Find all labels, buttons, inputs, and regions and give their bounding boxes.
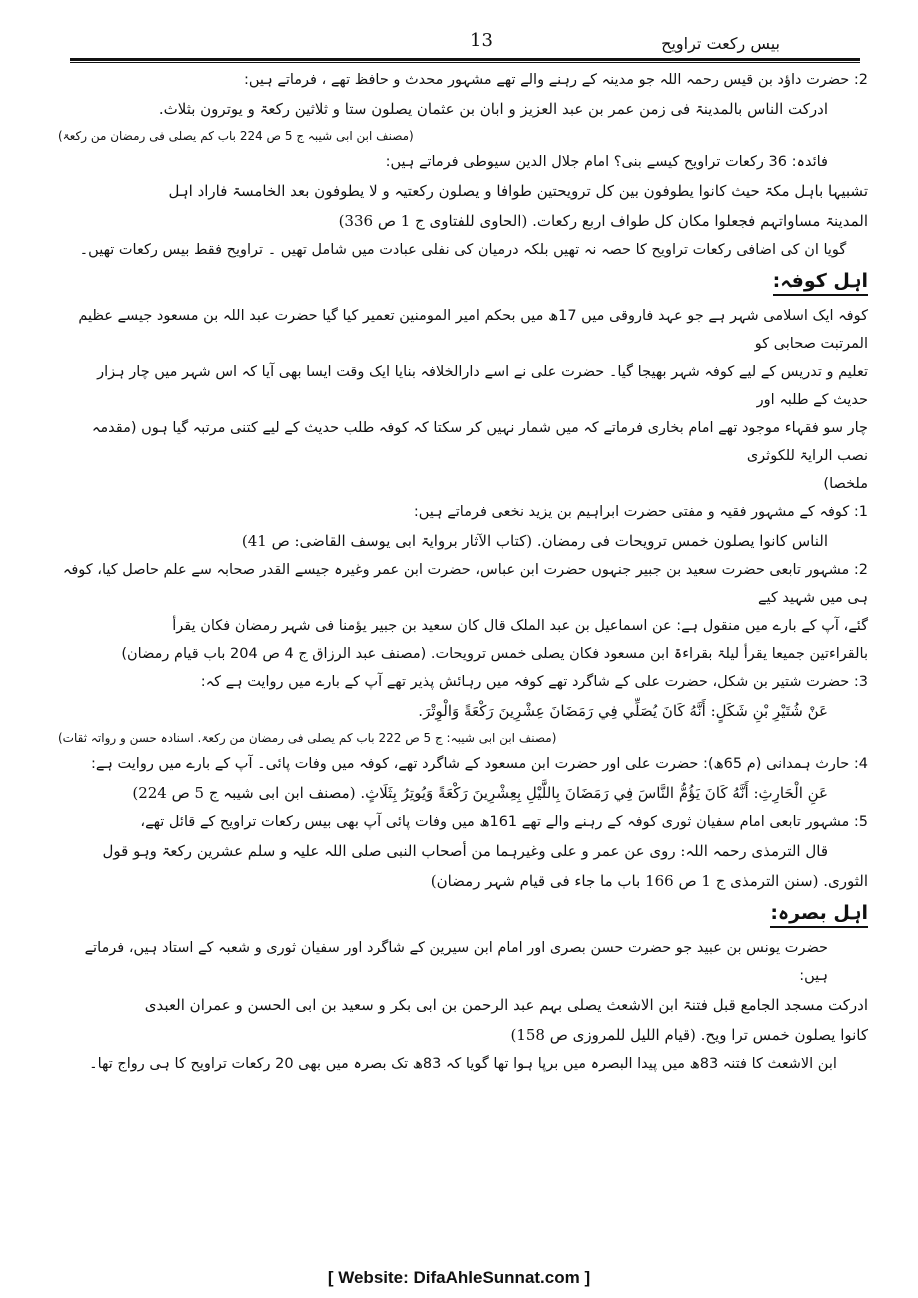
text-line: (مصنف ابن ابی شیبہ: ج 5 ص 222 باب کم یصلی فی رمضان من رکعۃ. اسنادہ حسن و رواتہ ثقات) — [58, 731, 557, 745]
text-line: 5: مشہور تابعی امام سفیان ثوری کوفہ کے رہنے والے تھے 161ھ میں وفات پائی آپ بھی بیس رکعات تراویح کے قائل تھے، — [140, 814, 868, 830]
text-line: 1: کوفہ کے مشہور فقیہ و مفتی حضرت ابراہیم بن یزید نخعی فرماتے ہیں: — [413, 504, 868, 520]
section-heading: اہل کوفہ: — [773, 270, 868, 296]
text-line: المدینۃ مساواتہم فجعلوا مکان کل طواف اربع رکعات. (الحاوی للفتاوی ج 1 ص 336) — [338, 212, 868, 230]
section-heading: اہل بصرہ: — [770, 902, 868, 928]
text-line: تشبیہا باہل مکۃ حیث کانوا یطوفون بین کل ترویحتین طوافا و یصلون رکعتیہ و لا یطوفون بعد الخامسۃ فاراد اہل — [168, 182, 868, 200]
text-line: کانوا یصلون خمس ترا ویح. (قیام اللیل للمروزی ص 158) — [510, 1026, 868, 1044]
text-line: گویا ان کی اضافی رکعات تراویح کا حصہ نہ تھیں بلکہ درمیان کی نفلی عبادت میں شامل تھیں ۔ تراویح فقط بیس رکعات تھیں۔ — [79, 242, 847, 258]
text-line: عَنْ شُتَيْرِ بْنِ شَكَلٍ: أَنَّهُ كَانَ يُصَلِّي فِي رَمَضَانَ عِشْرِينَ رَكْعَةً وَالْوِتْرَ. — [418, 702, 828, 720]
text-line: ابن الاشعث کا فتنہ 83ھ میں پیدا البصرہ میں برپا ہوا تھا گویا کہ 83ھ تک بصرہ میں بھی 20 رکعات تراویح کا ہی رواج تھا۔ — [89, 1056, 837, 1072]
text-line: ادرکت الناس بالمدینۃ فی زمن عمر بن عبد العزیز و ابان بن عثمان یصلون ستا و ثلاثین رکعۃ و یوترون بثلاث. — [158, 100, 828, 118]
text-line: عَنِ الْحَارِثِ: أَنَّهُ كَانَ يَؤُمُّ النَّاسَ فِي رَمَضَانَ بِاللَّيْلِ بِعِشْرِينَ رَكْعَةً وَيُوتِرُ بِثَلَاثٍ. (مصنف ابن ابی شیبہ ج 5 ص 224) — [132, 784, 828, 802]
text-line: 2: مشہور تابعی حضرت سعید بن جبیر جنہوں حضرت ابن عباس، حضرت ابن عمر وغیرہ جیسے القدر صحابہ سے علم حاصل کیا، کوفہ ہی میں شہید کیے — [62, 562, 868, 606]
text-line: الناس کانوا یصلون خمس ترویحات فی رمضان. (کتاب الآثار بروایۃ ابی یوسف القاضی: ص 41) — [241, 532, 828, 550]
header-rule — [70, 58, 860, 61]
text-line: (مصنف ابن ابی شیبہ ج 5 ص 224 باب کم یصلی فی رمضان من رکعۃ) — [58, 129, 414, 143]
text-line: 3: حضرت شتیر بن شکل، حضرت علی کے شاگرد تھے کوفہ میں رہائش پذیر تھے آپ کے بارے میں روایت ہے کہ: — [200, 674, 868, 690]
text-line: حضرت یونس بن عبید جو حضرت حسن بصری اور امام ابن سیرین کے شاگرد اور سفیان ثوری و شعبہ کے استاد ہیں، فرماتے ہیں: — [84, 940, 828, 984]
page-content — [58, 66, 868, 1256]
text-line: چار سو فقہاء موجود تھے امام بخاری فرماتے کہ میں شمار نہیں کر سکتا کہ کوفہ طلب حدیث کے لیے کتنی مرتبہ گیا ہوں (مقدمہ نصب الرایۃ للکوثری — [91, 420, 868, 464]
header-title: بیس رکعت تراویح — [661, 34, 780, 53]
footer-website: [ Website: DifaAhleSunnat.com ] — [327, 1268, 591, 1287]
heading-wrap — [58, 896, 868, 934]
text-line: 4: حارث ہمدانی (م 65ھ): حضرت علی اور حضرت ابن مسعود کے شاگرد تھے، کوفہ میں وفات پائی۔ آپ کے بارے میں روایت ہے: — [91, 756, 868, 772]
text-line: بالقراءتین جمیعا یقرأ لیلۃ بقراءۃ ابن مسعود فکان یصلی خمس ترویحات. (مصنف عبد الرزاق ج 4 ص 204 باب قیام رمضان) — [121, 646, 868, 662]
text-line: فائدہ: 36 رکعات تراویح کیسے بنی؟ امام جلال الدین سیوطی فرماتے ہیں: — [385, 154, 828, 170]
header-rule-thin — [70, 62, 860, 63]
text-line: ادرکت مسجد الجامع قبل فتنۃ ابن الاشعث یصلی بہم عبد الرحمن بن ابی بکر و سعید بن ابی الحسن و عمران العبدی — [144, 996, 868, 1014]
heading-wrap — [58, 264, 868, 302]
text-line: الثوری. (سنن الترمذی ج 1 ص 166 باب ما جاء فی قیام شہر رمضان) — [430, 872, 868, 890]
text-line: کوفہ ایک اسلامی شہر ہے جو عہد فاروقی میں 17ھ میں بحکم امیر المومنین تعمیر کیا گیا حضرت عبد اللہ بن مسعود جیسے عظیم المرتبت صحابی کو — [78, 308, 868, 352]
text-line: ملخصا) — [823, 476, 868, 492]
text-line: قال الترمذی رحمہ اللہ: روی عن عمر و علی وغیرہما من أصحاب النبی صلی اللہ علیہ و سلم عشرین رکعۃ وہو قول — [102, 842, 828, 860]
text-line: تعلیم و تدریس کے لیے کوفہ شہر بھیجا گیا۔ حضرت علی نے اسے دارالخلافہ بنایا ایک وقت ایسا بھی آیا کہ اس شہر میں چار ہزار حدیث کے طلبہ اور — [97, 364, 868, 408]
page-header — [70, 28, 860, 58]
text-line: 2: حضرت داؤد بن قیس رحمہ اللہ جو مدینہ کے رہنے والے تھے مشہور محدث و حافظ تھے ، فرماتے ہیں: — [243, 72, 868, 88]
text-line: گئے، آپ کے بارے میں منقول ہے: عن اسماعیل بن عبد الملک قال کان سعید بن جبیر یؤمنا فی شہر رمضان فکان یقرأ — [172, 618, 868, 634]
page-number: 13 — [470, 30, 493, 51]
